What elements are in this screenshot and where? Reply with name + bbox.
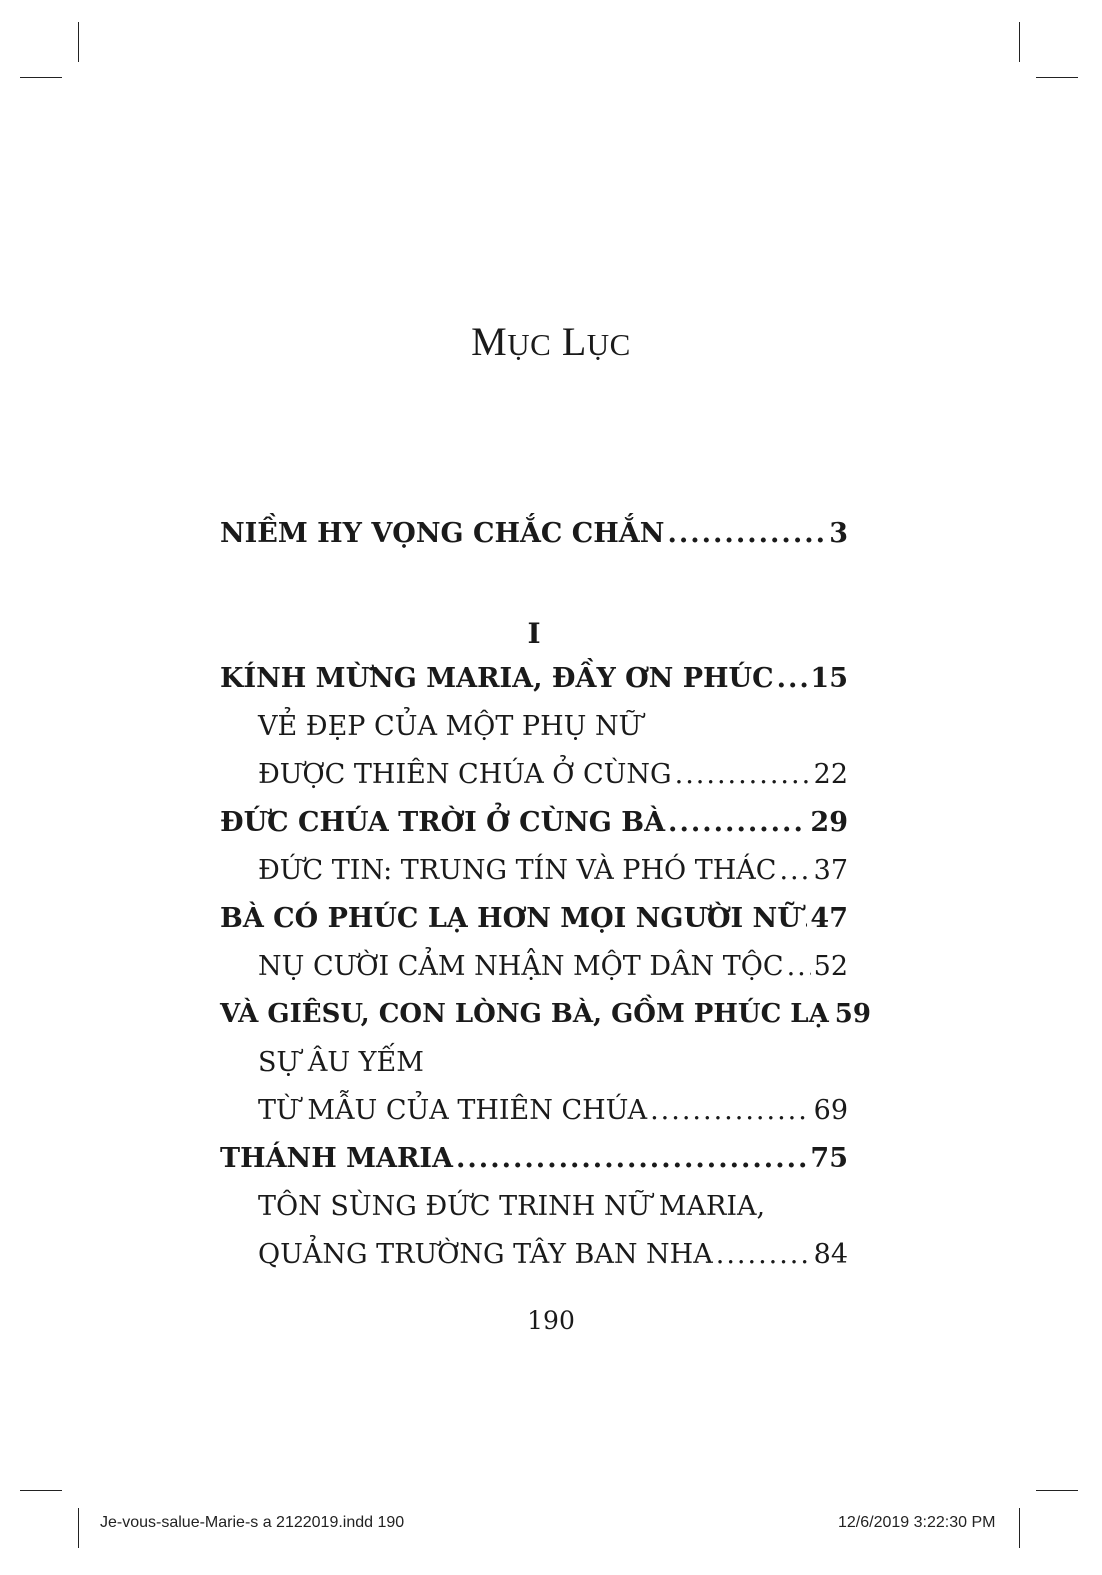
toc-leader-dots [779,855,810,886]
title-rest-1: ỤC [507,327,552,362]
toc-subentry-line [258,1191,848,1231]
crop-mark-top-right-vertical [1019,22,1020,62]
footer-timestamp: 12/6/2019 3:22:30 PM [838,1514,996,1531]
toc-leader-dots [777,663,808,694]
toc-entry[interactable] [220,999,871,1039]
toc-entry[interactable] [220,663,848,703]
toc-subentry[interactable] [258,759,848,799]
footer-file-slug: Je-vous-salue-Marie-s a 2122019.indd 190 [100,1514,405,1531]
toc-page-number: 75 [810,1143,848,1174]
crop-mark-bottom-right-vertical [1019,1508,1020,1548]
toc-page-number: 69 [813,1095,848,1126]
toc-page-number: 3 [829,518,848,549]
toc-page-number: 59 [834,999,871,1029]
toc-entry-title: TỪ MẪU CỦA THIÊN CHÚA [258,1095,648,1126]
toc-entry[interactable] [220,903,848,943]
toc-page-number: 47 [810,903,848,934]
toc-subentry-line [258,1047,848,1087]
toc-entry[interactable] [220,518,848,558]
toc-leader-dots [456,1143,807,1174]
toc-entry-title: ĐƯỢC THIÊN CHÚA Ở CÙNG [258,759,672,790]
toc-entry[interactable] [220,807,848,847]
toc-leader-dots [668,807,807,838]
toc-entry-title: TÔN SÙNG ĐỨC TRINH NỮ MARIA, [258,1191,766,1222]
toc-subentry[interactable] [258,855,848,895]
title-initial-1: M [471,319,508,364]
crop-mark-bottom-left-vertical [78,1508,79,1548]
toc-entry-title: ĐỨC CHÚA TRỜI Ở CÙNG BÀ [220,807,666,838]
crop-mark-top-left-vertical [78,22,79,62]
toc-leader-dots [787,951,811,982]
toc-page-number: 15 [810,663,848,694]
toc-subentry[interactable] [258,951,848,991]
crop-mark-bottom-right-horizontal [1036,1490,1078,1491]
title-rest-2: ỤC [586,327,631,362]
crop-mark-top-left-horizontal [20,77,62,78]
toc-leader-dots [716,1239,811,1270]
page-title [0,318,1102,365]
toc-entry-title: BÀ CÓ PHÚC LẠ HƠN MỌI NGƯỜI NỮ [220,903,801,934]
toc-entry-title: THÁNH MARIA [220,1143,453,1174]
toc-entry-title: VẺ ĐẸP CỦA MỘT PHỤ NỮ [258,711,642,742]
toc-page-number: 29 [810,807,848,838]
toc-leader-dots [650,1095,811,1126]
toc-entry-title: VÀ GIÊSU, CON LÒNG BÀ, GỒM PHÚC LẠ [220,999,829,1029]
toc-leader-dots [804,903,808,934]
toc-entry-title: KÍNH MỪNG MARIA, ĐẦY ƠN PHÚC [220,663,774,694]
toc-entry[interactable] [220,1143,848,1183]
crop-mark-top-right-horizontal [1036,77,1078,78]
toc-entry-title: NIỀM HY VỌNG CHẮC CHẮN [220,518,665,549]
toc-subentry[interactable] [258,1095,848,1135]
toc-leader-dots [667,518,826,549]
toc-entry-title: SỰ ÂU YẾM [258,1047,424,1078]
toc-entry-title: NỤ CƯỜI CẢM NHẬN MỘT DÂN TỘC [258,951,784,982]
section-numeral: I [527,617,541,650]
toc-page-number: 22 [813,759,848,790]
toc-entry-title: ĐỨC TIN: TRUNG TÍN VÀ PHÓ THÁC [258,855,777,886]
toc-page-number: 84 [813,1239,848,1270]
toc-entry-title: QUẢNG TRƯỜNG TÂY BAN NHA [258,1239,713,1270]
toc-page-number: 52 [813,951,848,982]
toc-subentry[interactable] [258,1239,848,1279]
toc-leader-dots [675,759,811,790]
crop-mark-bottom-left-horizontal [20,1490,62,1491]
page-number: 190 [527,1306,575,1335]
toc-page-number: 37 [813,855,848,886]
title-initial-2: L [561,319,587,364]
toc-subentry-line [258,711,848,751]
